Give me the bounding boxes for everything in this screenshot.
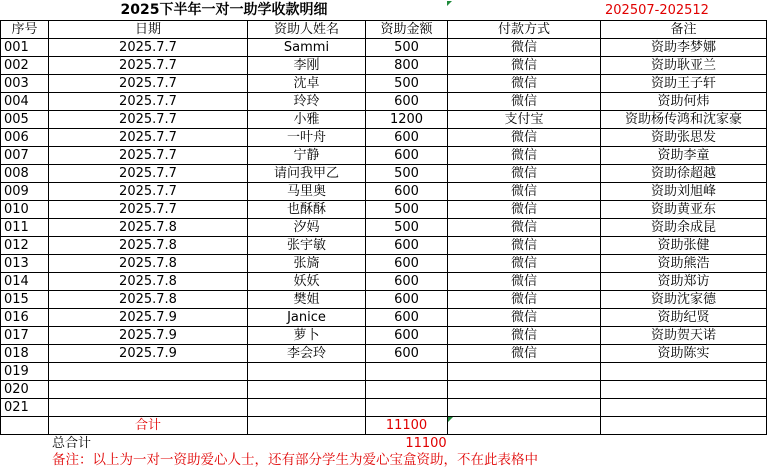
cell-payment bbox=[448, 399, 601, 417]
cell-payment: 微信 bbox=[448, 309, 601, 327]
cell-index: 004 bbox=[0, 93, 49, 111]
cell-payment: 微信 bbox=[448, 147, 601, 165]
cell-date: 2025.7.7 bbox=[49, 111, 248, 129]
cell-payment: 微信 bbox=[448, 345, 601, 363]
cell-donor bbox=[248, 363, 366, 381]
cell-amount: 600 bbox=[366, 183, 448, 201]
header-donor: 资助人姓名 bbox=[248, 20, 366, 39]
table-row bbox=[0, 219, 768, 237]
table-row bbox=[0, 273, 768, 291]
cell-index: 005 bbox=[0, 111, 49, 129]
cell-amount: 500 bbox=[366, 201, 448, 219]
table-row bbox=[0, 255, 768, 273]
cell-remark bbox=[601, 399, 767, 417]
cell-donor: 沈卓 bbox=[248, 75, 366, 93]
cell-donor bbox=[248, 381, 366, 399]
cell-amount: 600 bbox=[366, 327, 448, 345]
cell-date bbox=[49, 381, 248, 399]
cell-index: 013 bbox=[0, 255, 49, 273]
cell-donor: 李会玲 bbox=[248, 345, 366, 363]
cell-amount: 500 bbox=[366, 39, 448, 57]
subtotal-amount: 11100 bbox=[366, 417, 448, 435]
cell-payment: 微信 bbox=[448, 165, 601, 183]
cell-index: 016 bbox=[0, 309, 49, 327]
header-date: 日期 bbox=[49, 20, 248, 39]
cell-amount: 600 bbox=[366, 147, 448, 165]
cell-donor: Sammi bbox=[248, 39, 366, 57]
cell-donor bbox=[248, 399, 366, 417]
grand-total-label: 总合计 bbox=[52, 435, 92, 451]
cell-index: 020 bbox=[0, 381, 49, 399]
cell-date: 2025.7.7 bbox=[49, 201, 248, 219]
cell-payment: 微信 bbox=[448, 327, 601, 345]
period-label: 202507-202512 bbox=[605, 2, 709, 18]
grand-total-row bbox=[0, 435, 768, 451]
cell-date bbox=[49, 363, 248, 381]
title-row bbox=[0, 0, 768, 20]
cell-remark: 资助熊浩 bbox=[601, 255, 767, 273]
table-row bbox=[0, 147, 768, 165]
cell-amount: 600 bbox=[366, 345, 448, 363]
cell-donor: 樊姐 bbox=[248, 291, 366, 309]
subtotal-blank-2 bbox=[248, 417, 366, 435]
cell-index: 009 bbox=[0, 183, 49, 201]
cell-date: 2025.7.8 bbox=[49, 219, 248, 237]
cell-amount: 600 bbox=[366, 273, 448, 291]
cell-index: 007 bbox=[0, 147, 49, 165]
table-row bbox=[0, 201, 768, 219]
cell-remark bbox=[601, 381, 767, 399]
cell-index: 018 bbox=[0, 345, 49, 363]
cell-index: 012 bbox=[0, 237, 49, 255]
table-row bbox=[0, 363, 768, 381]
cell-donor: Janice bbox=[248, 309, 366, 327]
cell-index: 001 bbox=[0, 39, 49, 57]
cell-payment: 微信 bbox=[448, 273, 601, 291]
table-row bbox=[0, 291, 768, 309]
table-row bbox=[0, 93, 768, 111]
cell-date: 2025.7.9 bbox=[49, 327, 248, 345]
cell-amount: 600 bbox=[366, 291, 448, 309]
cell-index: 021 bbox=[0, 399, 49, 417]
table-row bbox=[0, 345, 768, 363]
table-row bbox=[0, 129, 768, 147]
cell-amount: 800 bbox=[366, 57, 448, 75]
cell-remark: 资助杨传鸿和沈家豪 bbox=[601, 111, 767, 129]
cell-donor: 一叶舟 bbox=[248, 129, 366, 147]
cell-remark: 资助李梦娜 bbox=[601, 39, 767, 57]
cell-index: 019 bbox=[0, 363, 49, 381]
cell-date: 2025.7.7 bbox=[49, 39, 248, 57]
cell-donor: 请问我甲乙 bbox=[248, 165, 366, 183]
table-row bbox=[0, 381, 768, 399]
cell-payment: 支付宝 bbox=[448, 111, 601, 129]
header-row bbox=[0, 20, 768, 39]
cell-payment: 微信 bbox=[448, 129, 601, 147]
footnote: 备注：以上为一对一资助爱心人士，还有部分学生为爱心宝盒资助，不在此表格中 bbox=[52, 451, 538, 468]
cell-index: 015 bbox=[0, 291, 49, 309]
cell-date: 2025.7.9 bbox=[49, 345, 248, 363]
cell-index: 006 bbox=[0, 129, 49, 147]
cell-remark: 资助王子轩 bbox=[601, 75, 767, 93]
cell-date: 2025.7.7 bbox=[49, 93, 248, 111]
table-row bbox=[0, 165, 768, 183]
cell-amount: 600 bbox=[366, 309, 448, 327]
table-row bbox=[0, 111, 768, 129]
sheet-title: 2025下半年一对一助学收款明细 bbox=[120, 2, 328, 18]
cell-date: 2025.7.9 bbox=[49, 309, 248, 327]
cell-amount bbox=[366, 363, 448, 381]
table-row bbox=[0, 237, 768, 255]
header-remark: 备注 bbox=[601, 20, 767, 39]
cell-index: 011 bbox=[0, 219, 49, 237]
cell-payment: 微信 bbox=[448, 75, 601, 93]
cell-remark: 资助沈家德 bbox=[601, 291, 767, 309]
table-row bbox=[0, 57, 768, 75]
cell-donor: 萝卜 bbox=[248, 327, 366, 345]
cell-amount: 500 bbox=[366, 219, 448, 237]
cell-payment: 微信 bbox=[448, 183, 601, 201]
cell-donor: 马里奥 bbox=[248, 183, 366, 201]
subtotal-blank bbox=[0, 417, 49, 435]
table-row bbox=[0, 327, 768, 345]
cell-remark: 资助何炜 bbox=[601, 93, 767, 111]
cell-date: 2025.7.7 bbox=[49, 183, 248, 201]
cell-amount: 500 bbox=[366, 165, 448, 183]
cell-donor: 妖妖 bbox=[248, 273, 366, 291]
cell-payment: 微信 bbox=[448, 219, 601, 237]
cell-payment: 微信 bbox=[448, 237, 601, 255]
cell-payment bbox=[448, 381, 601, 399]
subtotal-blank-4 bbox=[601, 417, 767, 435]
cell-payment: 微信 bbox=[448, 39, 601, 57]
cell-remark: 资助张健 bbox=[601, 237, 767, 255]
cell-amount: 600 bbox=[366, 93, 448, 111]
cell-amount: 600 bbox=[366, 255, 448, 273]
note-row bbox=[0, 451, 768, 470]
cell-amount bbox=[366, 399, 448, 417]
table-row bbox=[0, 183, 768, 201]
cell-date: 2025.7.7 bbox=[49, 165, 248, 183]
cell-payment: 微信 bbox=[448, 57, 601, 75]
cell-amount bbox=[366, 381, 448, 399]
cell-payment: 微信 bbox=[448, 255, 601, 273]
cell-date: 2025.7.8 bbox=[49, 237, 248, 255]
cell-donor: 汐妈 bbox=[248, 219, 366, 237]
cell-index: 010 bbox=[0, 201, 49, 219]
cell-amount: 600 bbox=[366, 237, 448, 255]
cell-donor: 李刚 bbox=[248, 57, 366, 75]
cell-amount: 1200 bbox=[366, 111, 448, 129]
cell-remark: 资助贺天诺 bbox=[601, 327, 767, 345]
cell-donor: 张宇敏 bbox=[248, 237, 366, 255]
subtotal-row bbox=[0, 417, 768, 435]
cell-date: 2025.7.7 bbox=[49, 147, 248, 165]
cell-remark: 资助纪贤 bbox=[601, 309, 767, 327]
subtotal-blank-3 bbox=[448, 417, 601, 435]
header-index: 序号 bbox=[0, 20, 49, 39]
table-row bbox=[0, 75, 768, 93]
cell-donor: 张旖 bbox=[248, 255, 366, 273]
cell-date: 2025.7.8 bbox=[49, 291, 248, 309]
cell-remark: 资助郑访 bbox=[601, 273, 767, 291]
cell-date: 2025.7.8 bbox=[49, 255, 248, 273]
cell-index: 008 bbox=[0, 165, 49, 183]
cell-donor: 玲玲 bbox=[248, 93, 366, 111]
cell-payment: 微信 bbox=[448, 291, 601, 309]
cell-remark: 资助张思发 bbox=[601, 129, 767, 147]
cell-index: 014 bbox=[0, 273, 49, 291]
cell-amount: 500 bbox=[366, 75, 448, 93]
cell-remark: 资助黄亚东 bbox=[601, 201, 767, 219]
subtotal-label: 合计 bbox=[49, 417, 248, 435]
cell-index: 017 bbox=[0, 327, 49, 345]
cell-index: 003 bbox=[0, 75, 49, 93]
cell-remark: 资助李童 bbox=[601, 147, 767, 165]
cell-donor: 宁静 bbox=[248, 147, 366, 165]
cell-payment: 微信 bbox=[448, 93, 601, 111]
header-amount: 资助金额 bbox=[366, 20, 448, 39]
cell-payment bbox=[448, 363, 601, 381]
cell-remark: 资助徐超越 bbox=[601, 165, 767, 183]
table-row bbox=[0, 39, 768, 57]
cell-donor: 小雅 bbox=[248, 111, 366, 129]
cell-date: 2025.7.7 bbox=[49, 75, 248, 93]
cell-remark: 资助余成昆 bbox=[601, 219, 767, 237]
cell-date bbox=[49, 399, 248, 417]
cell-marker-icon bbox=[447, 1, 452, 6]
cell-remark: 资助刘旭峰 bbox=[601, 183, 767, 201]
table-row bbox=[0, 399, 768, 417]
cell-index: 002 bbox=[0, 57, 49, 75]
table-row bbox=[0, 309, 768, 327]
cell-date: 2025.7.8 bbox=[49, 273, 248, 291]
cell-date: 2025.7.7 bbox=[49, 57, 248, 75]
cell-remark bbox=[601, 363, 767, 381]
cell-date: 2025.7.7 bbox=[49, 129, 248, 147]
cell-remark: 资助陈实 bbox=[601, 345, 767, 363]
header-payment: 付款方式 bbox=[448, 20, 601, 39]
cell-payment: 微信 bbox=[448, 201, 601, 219]
cell-donor: 也酥酥 bbox=[248, 201, 366, 219]
cell-amount: 600 bbox=[366, 129, 448, 147]
cell-remark: 资助耿亚兰 bbox=[601, 57, 767, 75]
grand-total-amount: 11100 bbox=[405, 435, 447, 451]
